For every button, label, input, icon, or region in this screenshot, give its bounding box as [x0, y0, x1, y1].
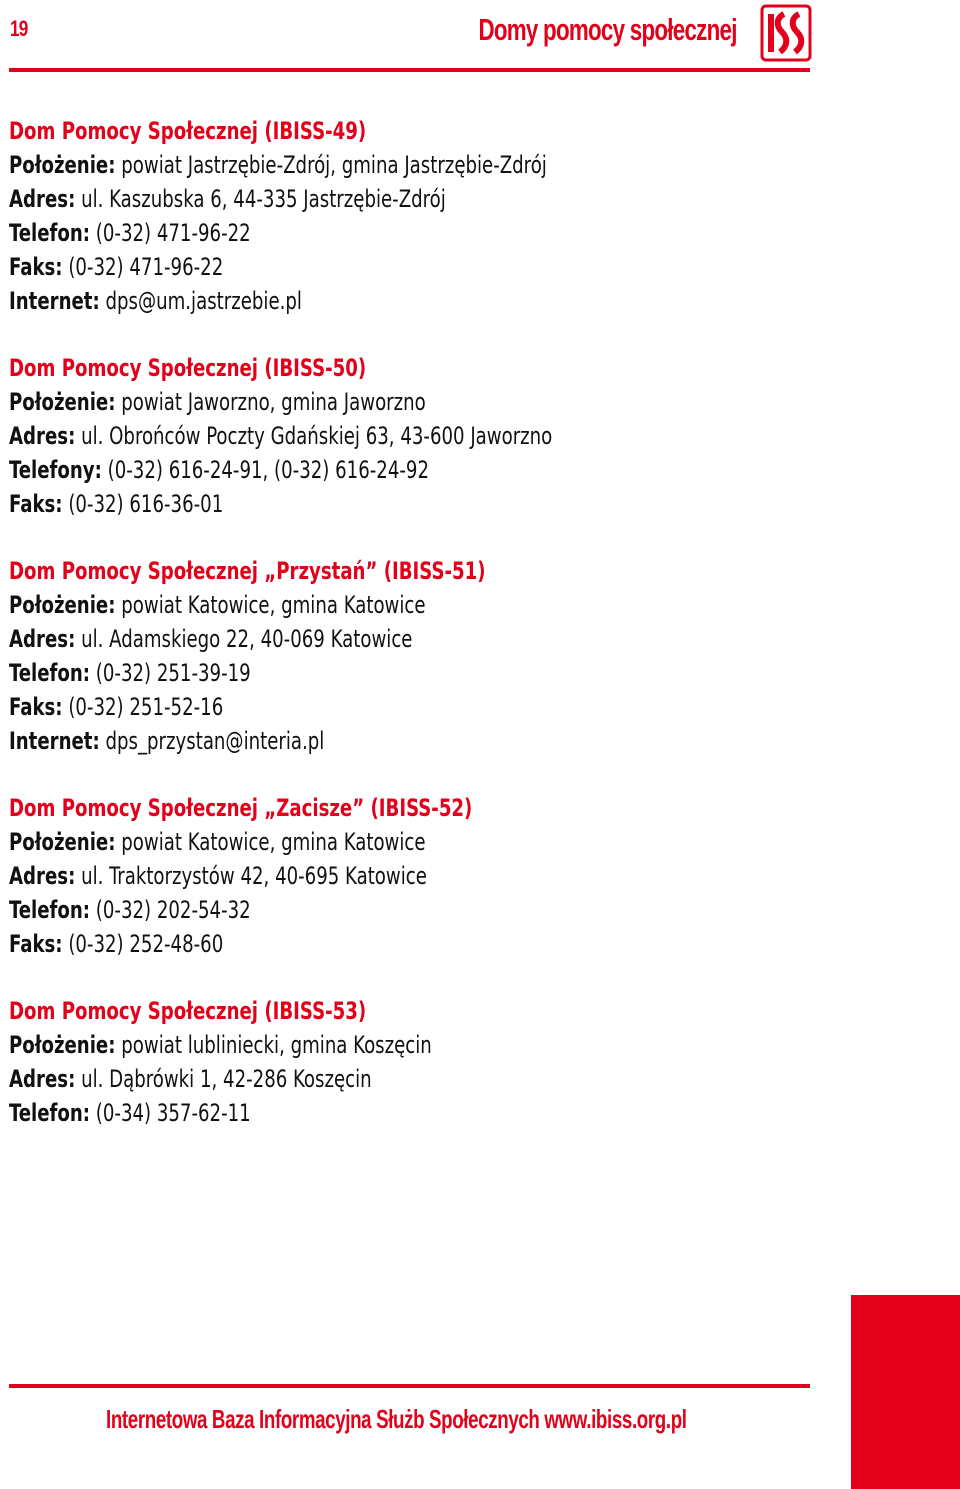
facility-field	[9, 487, 748, 521]
field-label: Położenie:	[9, 828, 116, 856]
facility-entry	[9, 994, 889, 1130]
facility-field	[9, 182, 748, 216]
facility-field	[9, 419, 748, 453]
facility-field	[9, 588, 748, 622]
field-value: powiat Jaworzno, gmina Jaworzno	[115, 388, 426, 416]
header-divider	[9, 68, 810, 72]
facility-field	[9, 284, 748, 318]
facility-field	[9, 250, 748, 284]
field-label: Internet:	[9, 287, 100, 315]
field-value: ul. Adamskiego 22, 40-069 Katowice	[75, 625, 413, 653]
field-value: powiat Katowice, gmina Katowice	[115, 591, 426, 619]
facility-field	[9, 216, 748, 250]
facility-field	[9, 622, 748, 656]
field-value: (0-32) 616-36-01	[62, 490, 224, 518]
field-value: powiat Katowice, gmina Katowice	[115, 828, 426, 856]
field-value: powiat Jastrzębie-Zdrój, gmina Jastrzębie-Zdrój	[115, 151, 547, 179]
field-value: ul. Dąbrówki 1, 42-286 Koszęcin	[75, 1065, 372, 1093]
email-link[interactable]: dps_przystan@interia.pl	[99, 727, 325, 755]
field-label: Położenie:	[9, 591, 116, 619]
field-label: Adres:	[9, 185, 76, 213]
field-label: Telefony:	[9, 456, 102, 484]
field-value: ul. Kaszubska 6, 44-335 Jastrzębie-Zdrój	[75, 185, 446, 213]
field-label: Telefon:	[9, 896, 91, 924]
field-label: Faks:	[9, 490, 63, 518]
field-value: (0-32) 202-54-32	[90, 896, 251, 924]
facility-field	[9, 1028, 748, 1062]
facility-field	[9, 893, 748, 927]
facility-title: Dom Pomocy Społecznej (IBISS-50)	[9, 354, 367, 382]
facility-field	[9, 927, 748, 961]
facility-field	[9, 825, 748, 859]
field-label: Położenie:	[9, 151, 116, 179]
field-label: Telefon:	[9, 1099, 91, 1127]
facility-title: Dom Pomocy Społecznej (IBISS-49)	[9, 117, 367, 145]
facility-field	[9, 148, 748, 182]
facility-field	[9, 1062, 748, 1096]
facility-title: Dom Pomocy Społecznej (IBISS-53)	[9, 997, 367, 1025]
field-value: (0-32) 471-96-22	[62, 253, 224, 281]
email-link[interactable]: dps@um.jastrzebie.pl	[99, 287, 302, 315]
facility-field	[9, 1096, 748, 1130]
page-number: 19	[10, 16, 28, 41]
iss-logo	[760, 4, 812, 62]
facility-field	[9, 385, 748, 419]
field-value: ul. Traktorzystów 42, 40-695 Katowice	[75, 862, 427, 890]
field-label: Adres:	[9, 862, 76, 890]
facility-entry	[9, 554, 889, 758]
facility-field	[9, 453, 748, 487]
field-label: Faks:	[9, 253, 63, 281]
facility-entry	[9, 791, 889, 961]
field-label: Telefon:	[9, 219, 91, 247]
field-value: (0-32) 251-52-16	[62, 693, 224, 721]
field-value: (0-32) 616-24-91, (0-32) 616-24-92	[101, 456, 429, 484]
facility-title: Dom Pomocy Społecznej „Przystań” (IBISS-51)	[9, 557, 486, 585]
facility-title: Dom Pomocy Społecznej „Zacisze” (IBISS-52)	[9, 794, 473, 822]
field-label: Internet:	[9, 727, 100, 755]
field-label: Faks:	[9, 693, 63, 721]
field-label: Telefon:	[9, 659, 91, 687]
field-label: Położenie:	[9, 388, 116, 416]
field-value: (0-32) 251-39-19	[90, 659, 251, 687]
field-label: Położenie:	[9, 1031, 116, 1059]
entries-list	[9, 114, 889, 1163]
field-label: Adres:	[9, 1065, 76, 1093]
section-title: Domy pomocy społecznej	[478, 12, 737, 47]
field-label: Adres:	[9, 422, 76, 450]
facility-entry	[9, 114, 889, 318]
field-value: (0-34) 357-62-11	[90, 1099, 251, 1127]
corner-decoration	[851, 1295, 960, 1489]
field-label: Faks:	[9, 930, 63, 958]
facility-field	[9, 656, 748, 690]
field-value: ul. Obrońców Poczty Gdańskiej 63, 43-600 Jaworzno	[75, 422, 553, 450]
field-value: (0-32) 252-48-60	[62, 930, 224, 958]
facility-field	[9, 724, 748, 758]
facility-entry	[9, 351, 889, 521]
facility-field	[9, 690, 748, 724]
field-value: (0-32) 471-96-22	[90, 219, 251, 247]
footer-text: Internetowa Baza Informacyjna Służb Społecznych www.ibiss.org.pl	[106, 1404, 687, 1434]
field-label: Adres:	[9, 625, 76, 653]
field-value: powiat lubliniecki, gmina Koszęcin	[115, 1031, 432, 1059]
footer-divider	[9, 1384, 810, 1388]
facility-field	[9, 859, 748, 893]
